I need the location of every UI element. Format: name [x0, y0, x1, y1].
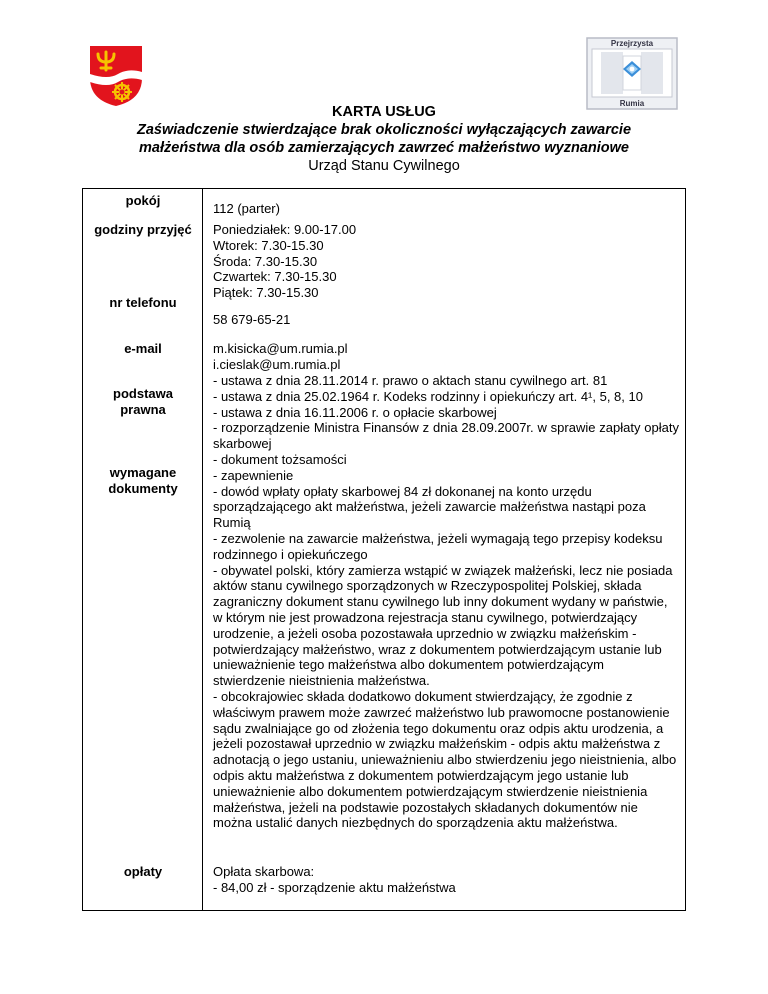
- legal-item: - ustawa z dnia 25.02.1964 r. Kodeks rodzinny i opiekuńczy art. 4¹, 5, 8, 10: [213, 388, 643, 404]
- hours-line: Środa: 7.30-15.30: [213, 253, 318, 269]
- rumia-coat-of-arms: [88, 44, 144, 108]
- document-item: - obywatel polski, który zamierza wstąpić w związek małżeński, lecz nie posiada aktów stanu cywilnego sporządzonych w Rzeczypospolitej Polskiej, składa zagraniczny dokument stanu cywilnego lub inny dokument wydany w państwie, w którym nie jest prowadzona rejestracja stanu cywilnego, potwierdzający urodzenie, a jeżeli osoba pozostawała uprzednio w związku małżeńskim - potwierdzający małżeństwo, wraz z dokumentem potwierdzającym ustanie lub unieważnienie tego małżeństwa albo dokumentem potwierdzającym stwierdzenie nieistnienia małżeństwa.: [213, 562, 673, 689]
- email-label: e-mail: [124, 341, 162, 356]
- fee-line: - 84,00 zł - sporządzenie aktu małżeństwa: [213, 879, 456, 895]
- legal-item: - ustawa z dnia 16.11.2006 r. o opłacie skarbowej: [213, 404, 497, 420]
- fee-line: Opłata skarbowa:: [213, 864, 315, 879]
- legal-basis-label-line-1: podstawa: [113, 386, 173, 401]
- email-value: [213, 341, 679, 373]
- document-item: - obcokrajowiec składa dodatkowo dokument stwierdzający, że zgodnie z właściwym prawem może zawrzeć małżeństwo lub prawomocne postanowienie sądu zwalniające go od złożenia tego dokumentu oraz odpis aktu urodzenia, a jeżeli pozostawał uprzednio w związku małżeńskim - odpis aktu małżeństwa z adnotacją o jego ustaniu, unieważnieniu albo stwierdzeniu jego nieistnienia, albo odpis aktu małżeństwa z dokumentem potwierdzającym jego ustanie lub unieważnienie albo dokumentem potwierdzającym stwierdzenie nieistnienia małżeństwa, jeżeli na podstawie pozostałych składanych dokumentów nie można ustalić danych niezbędnych do sporządzenia aktu małżeństwa.: [213, 688, 677, 831]
- required-documents-value: [213, 452, 679, 831]
- hours-line: Poniedziałek: 9.00-17.00: [213, 222, 357, 237]
- required-documents-label: [83, 465, 203, 497]
- legal-item: - rozporządzenie Ministra Finansów z dnia 28.09.2007r. w sprawie zapłaty opłaty skarbowej: [213, 420, 679, 452]
- document-header: [80, 103, 688, 175]
- legal-item: - ustawa z dnia 28.11.2014 r. prawo o aktach stanu cywilnego art. 81: [213, 373, 608, 388]
- room-label: pokój: [125, 193, 161, 208]
- document-title: KARTA USŁUG: [332, 104, 436, 120]
- badge-top-text: Przejrzysta: [610, 39, 654, 48]
- document-item: - zezwolenie na zawarcie małżeństwa, jeżeli wymagają tego przepisy kodeksu rodzinnego i opiekuńczego: [213, 530, 663, 562]
- document-subtitle-line-2: małżeństwa dla osób zamierzających zawrzeć małżeństwo wyznaniowe: [139, 140, 629, 156]
- document-item: - dokument tożsamości: [213, 452, 347, 467]
- hours-value: [213, 222, 679, 301]
- phone-label: nr telefonu: [109, 295, 177, 310]
- legal-basis-label: [83, 386, 203, 418]
- document-item: - dowód wpłaty opłaty skarbowej 84 zł dokonanej na konto urzędu sporządzającego akt małżeństwa, jeżeli zawarcie małżeństwa nastąpi poza Rumią: [213, 483, 646, 531]
- email-address: i.cieslak@um.rumia.pl: [213, 356, 341, 372]
- required-documents-label-line-2: dokumenty: [108, 480, 178, 496]
- fees-value: [213, 864, 679, 896]
- legal-basis-value: [213, 373, 679, 452]
- fees-label: opłaty: [123, 864, 163, 879]
- phone-value: 58 679-65-21: [213, 312, 291, 327]
- hours-line: Piątek: 7.30-15.30: [213, 285, 319, 301]
- document-item: - zapewnienie: [213, 467, 294, 483]
- office-name: Urząd Stanu Cywilnego: [308, 158, 460, 174]
- document-subtitle-line-1: Zaświadczenie stwierdzające brak okoliczności wyłączających zawarcie: [136, 122, 632, 138]
- hours-label: godziny przyjęć: [94, 222, 192, 237]
- required-documents-label-line-1: wymagane: [109, 465, 177, 480]
- hours-line: Czwartek: 7.30-15.30: [213, 269, 337, 285]
- przejrzysta-rumia-badge: [586, 37, 678, 110]
- legal-basis-label-line-2: prawna: [120, 401, 166, 417]
- badge-bottom-text: Rumia: [619, 99, 645, 108]
- hours-line: Wtorek: 7.30-15.30: [213, 237, 324, 253]
- email-address: m.kisicka@um.rumia.pl: [213, 341, 348, 356]
- service-card-table: [82, 188, 686, 911]
- room-value: 112 (parter): [213, 201, 280, 216]
